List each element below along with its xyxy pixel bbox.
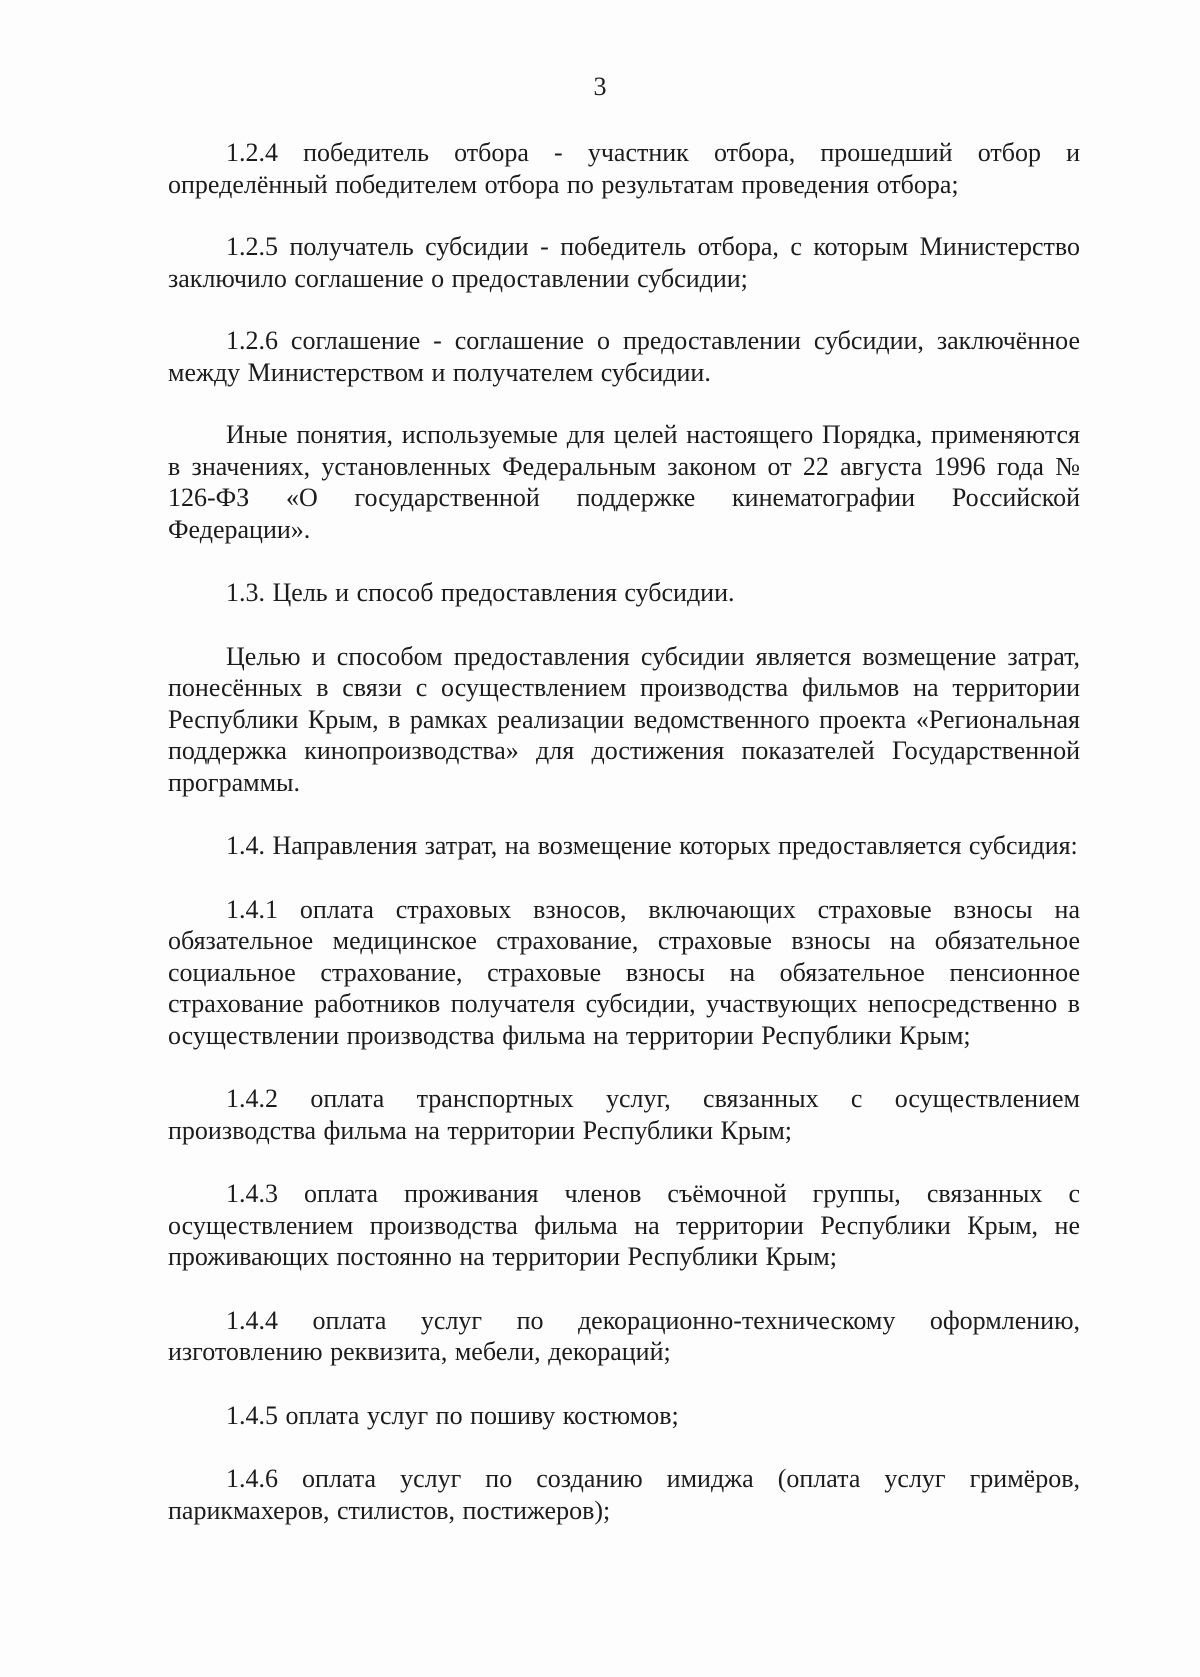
paragraph-other-terms: Иные понятия, используемые для целей настоящего Порядка, применяются в значениях, установленных Федеральным законом от 22 августа 1996 года № 126-ФЗ «О государственной поддержке кинематографии Российской Федерации».: [168, 420, 1080, 544]
paragraph-1-2-4: 1.2.4 победитель отбора - участник отбора, прошедший отбор и определённый победителем отбора по результатам проведения отбора;: [168, 138, 1080, 199]
paragraph-1-4-1: 1.4.1 оплата страховых взносов, включающих страховые взносы на обязательное медицинское страхование, страховые взносы на обязательное социальное страхование, страховые взносы на обязательное пенсионное страхование работников получателя субсидии, участвующих непосредственно в осуществлении производства фильма на территории Республики Крым;: [168, 894, 1080, 1050]
document-body: [168, 137, 1080, 1526]
paragraph-1-2-5: 1.2.5 получатель субсидии - победитель отбора, с которым Министерство заключило соглашение о предоставлении субсидии;: [168, 232, 1080, 293]
paragraph-1-2-6: 1.2.6 соглашение - соглашение о предоставлении субсидии, заключённое между Министерством и получателем субсидии.: [168, 326, 1080, 387]
section-heading-1-4: 1.4. Направления затрат, на возмещение которых предоставляется субсидия:: [226, 831, 1078, 860]
paragraph-purpose: Целью и способом предоставления субсидии является возмещение затрат, понесённых в связи с осуществлением производства фильмов на территории Республики Крым, в рамках реализации ведомственного проекта «Региональная поддержка кинопроизводства» для достижения показателей Государственной программы.: [168, 641, 1080, 797]
paragraph-1-4-5: 1.4.5 оплата услуг по пошиву костюмов;: [226, 1400, 679, 1430]
paragraph-1-4-4: 1.4.4 оплата услуг по декорационно-техническому оформлению, изготовлению реквизита, мебели, декораций;: [168, 1305, 1080, 1366]
page-number: 3: [593, 72, 607, 101]
paragraph-1-4-2: 1.4.2 оплата транспортных услуг, связанных с осуществлением производства фильма на территории Республики Крым;: [168, 1084, 1080, 1145]
paragraph-1-4-6: 1.4.6 оплата услуг по созданию имиджа (оплата услуг гримёров, парикмахеров, стилистов, постижеров);: [168, 1464, 1080, 1525]
section-heading-1-3: 1.3. Цель и способ предоставления субсидии.: [226, 578, 735, 607]
paragraph-1-4-3: 1.4.3 оплата проживания членов съёмочной группы, связанных с осуществлением производства фильма на территории Республики Крым, не проживающих постоянно на территории Республики Крым;: [168, 1179, 1080, 1271]
